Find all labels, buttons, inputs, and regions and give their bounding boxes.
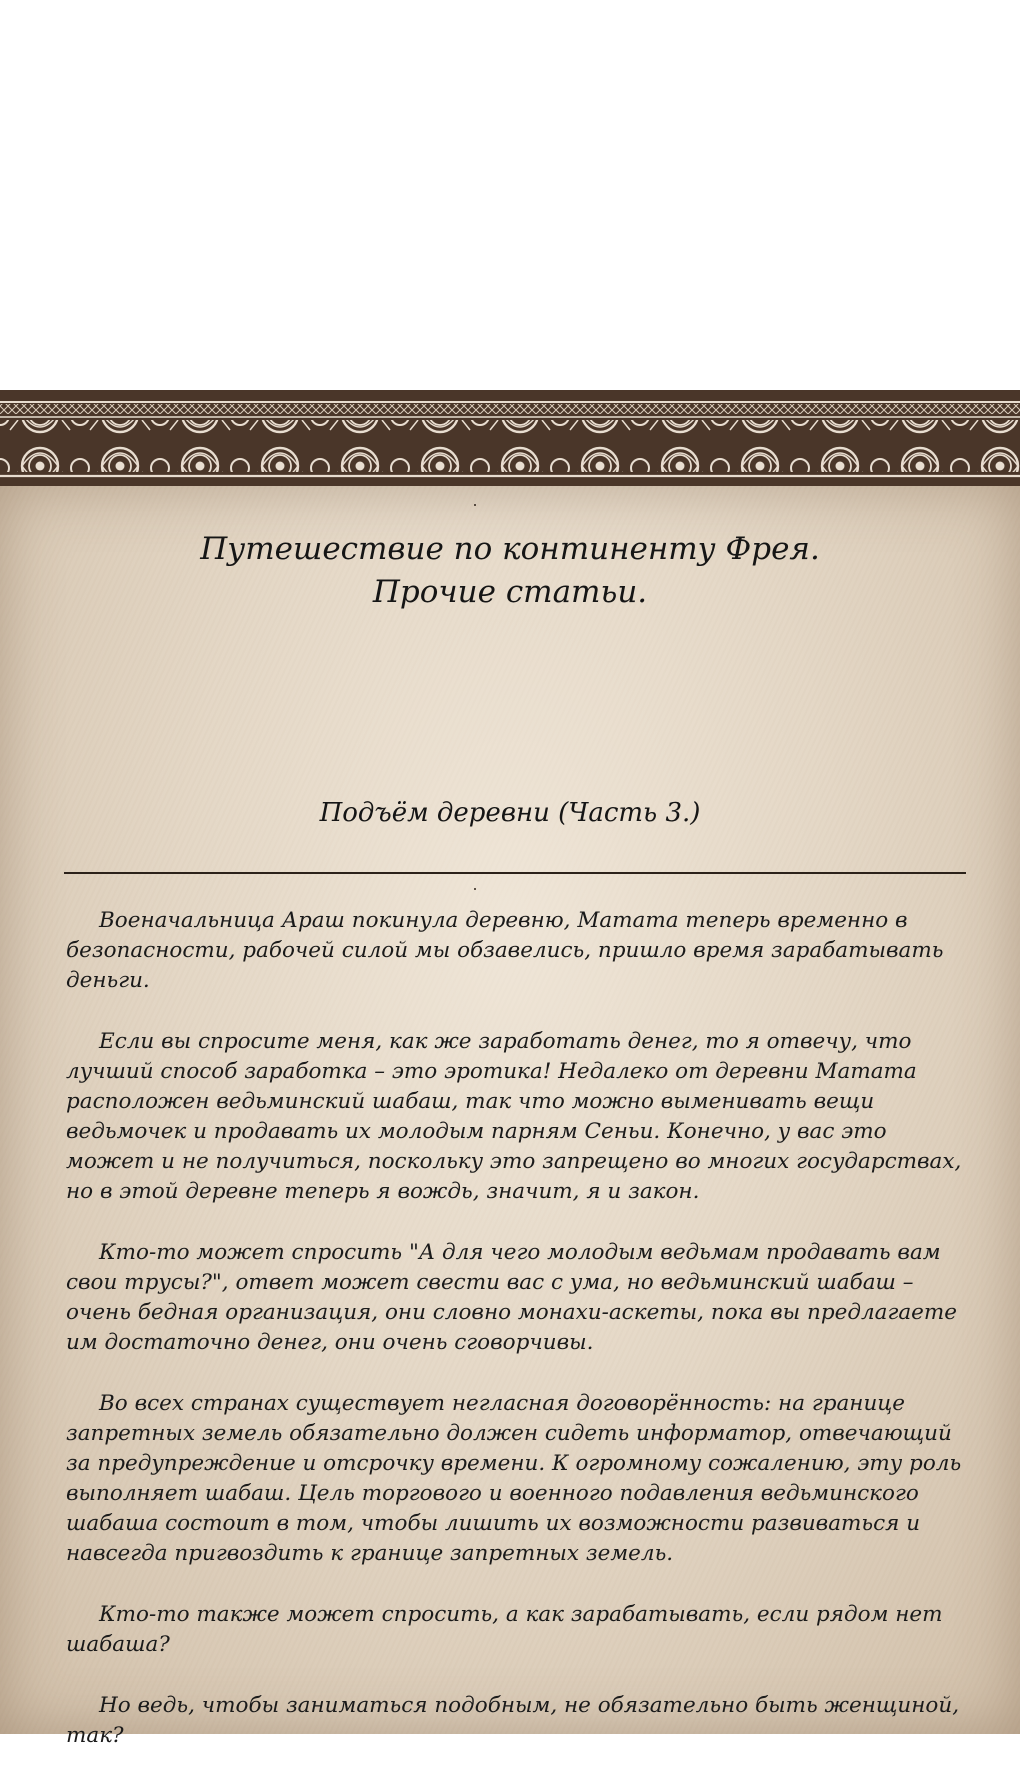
paragraph: Кто-то может спросить "А для чего молодым ведьмам продавать вам свои трусы?", ответ может свести вас с ума, но ведьминский шабаш – очень бедная организация, они словно монахи-аскеты, пока вы предлагаете им достаточно денег, они очень сговорчивы. (66, 1240, 957, 1355)
blank-top-area (0, 0, 1020, 390)
paragraph: Военачальница Араш покинула деревню, Матата теперь временно в безопасности, рабочей силой мы обзавелись, пришло время зарабатывать деньги. (66, 908, 944, 993)
lace-ornament-icon (0, 390, 1020, 486)
article-body (66, 906, 976, 1782)
paragraph: Если вы спросите меня, как же заработать денег, то я отвечу, что лучший способ заработка – это эротика! Недалеко от деревни Матата расположен ведьминский шабаш, так что можно выменивать вещи ведьмочек и продавать их молодым парням Сеньи. Конечно, у вас это может и не получиться, поскольку это запрещено во многих государствах, но в этой деревне теперь я вождь, значит, я и закон. (66, 1029, 962, 1204)
paragraph: Но ведь, чтобы заниматься подобным, не обязательно быть женщиной, так? (66, 1693, 960, 1748)
lace-border (0, 390, 1020, 486)
speck (474, 504, 476, 506)
paragraph: Во всех странах существует негласная договорённость: на границе запретных земель обязательно должен сидеть информатор, отвечающий за предупреждение и отсрочку времени. К огромному сожалению, эту роль выполняет шабаш. Цель торгового и военного подавления ведьминского шабаша состоит в том, чтобы лишить их возможности развиваться и навсегда пригвоздить к границе запретных земель. (66, 1391, 962, 1566)
paragraph: Кто-то также может спросить, а как зарабатывать, если рядом нет шабаша? (66, 1602, 943, 1657)
speck (474, 888, 476, 890)
title-line-1: Путешествие по континенту Фрея. (200, 531, 820, 567)
divider-line (64, 872, 966, 874)
chapter-subtitle: Подъём деревни (Часть 3.) (319, 798, 701, 828)
page-title (0, 528, 1020, 614)
title-line-2: Прочие статьи. (372, 574, 648, 610)
